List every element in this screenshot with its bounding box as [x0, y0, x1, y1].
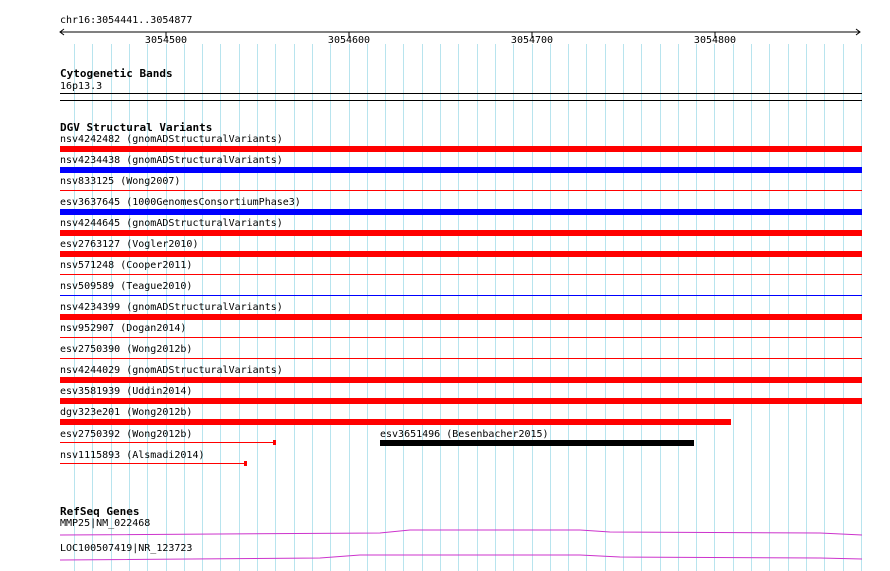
variant-bar[interactable] — [60, 209, 862, 215]
variant-label[interactable]: esv2750392 (Wong2012b) — [60, 429, 193, 440]
variant-bar[interactable] — [60, 295, 862, 296]
variant-bar[interactable] — [60, 463, 247, 464]
variant-bar[interactable] — [60, 251, 862, 257]
variant-bar[interactable] — [60, 377, 862, 383]
variant-bar[interactable] — [60, 190, 862, 191]
variant-bar[interactable] — [60, 337, 862, 338]
variant-label[interactable]: nsv509589 (Teague2010) — [60, 281, 193, 292]
track-divider — [60, 100, 862, 101]
variant-label[interactable]: esv3637645 (1000GenomesConsortiumPhase3) — [60, 197, 301, 208]
ruler-tick-label: 3054500 — [144, 35, 188, 46]
gene-model-loc100507419[interactable] — [60, 552, 862, 562]
variant-label[interactable]: nsv4242482 (gnomADStructuralVariants) — [60, 134, 283, 145]
variant-label[interactable]: nsv952907 (Dogan2014) — [60, 323, 187, 334]
track-title-refseq: RefSeq Genes — [60, 505, 140, 518]
variant-bar[interactable] — [60, 167, 862, 173]
variant-bar[interactable] — [60, 146, 862, 152]
variant-label[interactable]: esv2763127 (Vogler2010) — [60, 239, 199, 250]
variant-bar[interactable] — [60, 419, 731, 425]
variant-label[interactable]: nsv571248 (Cooper2011) — [60, 260, 193, 271]
variant-bar[interactable] — [60, 358, 862, 359]
track-title-cytoband: Cytogenetic Bands — [60, 67, 173, 80]
cytoband-label[interactable]: 16p13.3 — [60, 81, 103, 92]
variant-label[interactable]: nsv1115893 (Alsmadi2014) — [60, 450, 205, 461]
variant-end-marker — [244, 461, 247, 466]
variant-label[interactable]: esv3581939 (Uddin2014) — [60, 386, 193, 397]
gene-model-mmp25[interactable] — [60, 527, 862, 537]
gene-label[interactable]: LOC100507419|NR_123723 — [60, 543, 193, 554]
track-title-dgv: DGV Structural Variants — [60, 121, 213, 134]
ruler-tick-label: 3054700 — [510, 35, 554, 46]
variant-label[interactable]: dgv323e201 (Wong2012b) — [60, 407, 193, 418]
variant-bar[interactable] — [60, 274, 862, 275]
variant-bar[interactable] — [60, 230, 862, 236]
variant-bar[interactable] — [60, 442, 276, 443]
cytoband-bar[interactable] — [60, 93, 862, 94]
gene-label[interactable]: MMP25|NM_022468 — [60, 518, 151, 529]
variant-label[interactable]: nsv4234399 (gnomADStructuralVariants) — [60, 302, 283, 313]
ruler-tick-label: 3054800 — [693, 35, 737, 46]
locus-label: chr16:3054441..3054877 — [60, 15, 193, 26]
variant-bar[interactable] — [60, 314, 862, 320]
variant-label[interactable]: nsv833125 (Wong2007) — [60, 176, 181, 187]
variant-label[interactable]: nsv4234438 (gnomADStructuralVariants) — [60, 155, 283, 166]
variant-end-marker — [273, 440, 276, 445]
variant-bar[interactable] — [60, 398, 862, 404]
variant-bar[interactable] — [380, 440, 694, 446]
variant-label[interactable]: nsv4244029 (gnomADStructuralVariants) — [60, 365, 283, 376]
variant-label[interactable]: nsv4244645 (gnomADStructuralVariants) — [60, 218, 283, 229]
variant-label[interactable]: esv3651496 (Besenbacher2015) — [380, 429, 549, 440]
ruler-tick-label: 3054600 — [327, 35, 371, 46]
variant-label[interactable]: esv2750390 (Wong2012b) — [60, 344, 193, 355]
